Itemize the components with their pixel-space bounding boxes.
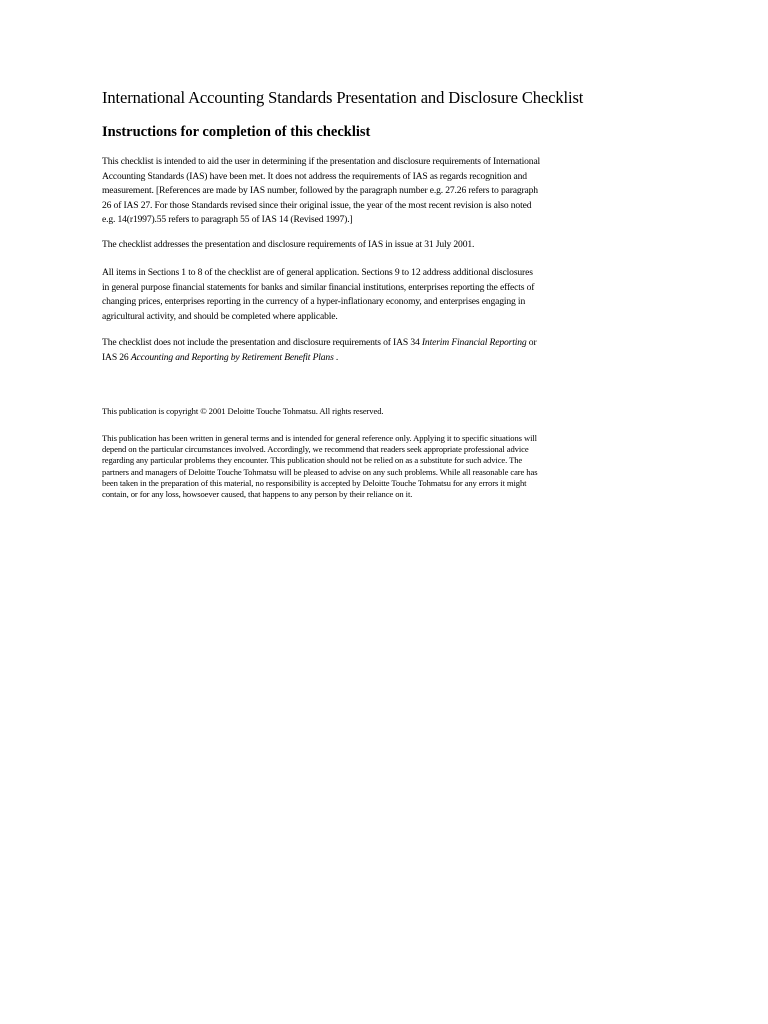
disclaimer-paragraph <box>102 433 537 500</box>
intro-paragraph <box>102 155 540 228</box>
text-line: Accounting Standards (IAS) have been met. It does not address the requirements of IAS as regards recognition and <box>102 170 527 182</box>
standard-title-ias34: Interim Financial Reporting <box>421 337 527 348</box>
text-line: This publication has been written in general terms and is intended for general reference only. Applying it to specific situations will <box>102 433 537 443</box>
text-line: 26 of IAS 27. For those Standards revised since their original issue, the year of the most recent revision is also noted <box>102 199 532 211</box>
text-line: This publication is copyright © 2001 Deloitte Touche Tohmatsu. All rights reserved. <box>102 406 384 416</box>
text-run: The checklist does not include the presentation and disclosure requirements of IAS 34 <box>102 337 422 348</box>
text-line: All items in Sections 1 to 8 of the checklist are of general application. Sections 9 to 12 address additional disclosures <box>102 267 533 278</box>
text-line <box>102 336 537 351</box>
text-line: changing prices, enterprises reporting in the currency of a hyper-inflationary economy, and enterprises engaging in <box>102 296 526 307</box>
standard-title-ias26: Accounting and Reporting by Retirement Benefit Plans <box>130 351 334 363</box>
text-line <box>102 351 537 366</box>
page-title: International Accounting Standards Presentation and Disclosure Checklist <box>102 88 584 107</box>
text-line: depend on the particular circumstances involved. Accordingly, we recommend that readers seek appropriate professional advice <box>102 444 529 455</box>
text-line: agricultural activity, and should be completed where applicable. <box>102 310 338 322</box>
sections-paragraph <box>102 266 534 324</box>
text-line: partners and managers of Deloitte Touche Tohmatsu will be pleased to advise on any such problems. While all reasonable care has <box>102 466 538 477</box>
copyright-notice <box>102 406 383 417</box>
text-line: This checklist is intended to aid the user in determining if the presentation and disclosure requirements of International <box>102 156 541 167</box>
text-line: been taken in the preparation of this material, no responsibility is accepted by Deloitte Touche Tohmatsu for any errors it might <box>102 477 527 488</box>
text-run: . <box>333 351 339 363</box>
scope-paragraph <box>102 238 474 253</box>
text-line: e.g. 14(r1997).55 refers to paragraph 55 of IAS 14 (Revised 1997).] <box>102 214 353 225</box>
text-line: The checklist addresses the presentation and disclosure requirements of IAS in issue at 31 July 2001. <box>102 239 475 250</box>
text-run: or <box>526 337 537 348</box>
text-run: IAS 26 <box>102 351 131 363</box>
text-line: in general purpose financial statements for banks and similar financial institutions, enterprises reporting the effects of <box>102 281 535 293</box>
exclusions-paragraph <box>102 336 537 365</box>
section-heading: Instructions for completion of this checklist <box>102 124 371 140</box>
text-line: regarding any particular problems they encounter. This publication should not be relied on as a substitute for such advice. The <box>102 455 523 466</box>
text-line: contain, or for any loss, howsoever caused, that happens to any person by their reliance on it. <box>102 489 413 500</box>
text-line: measurement. [References are made by IAS number, followed by the paragraph number e.g. 27.26 refers to paragraph <box>102 185 538 196</box>
